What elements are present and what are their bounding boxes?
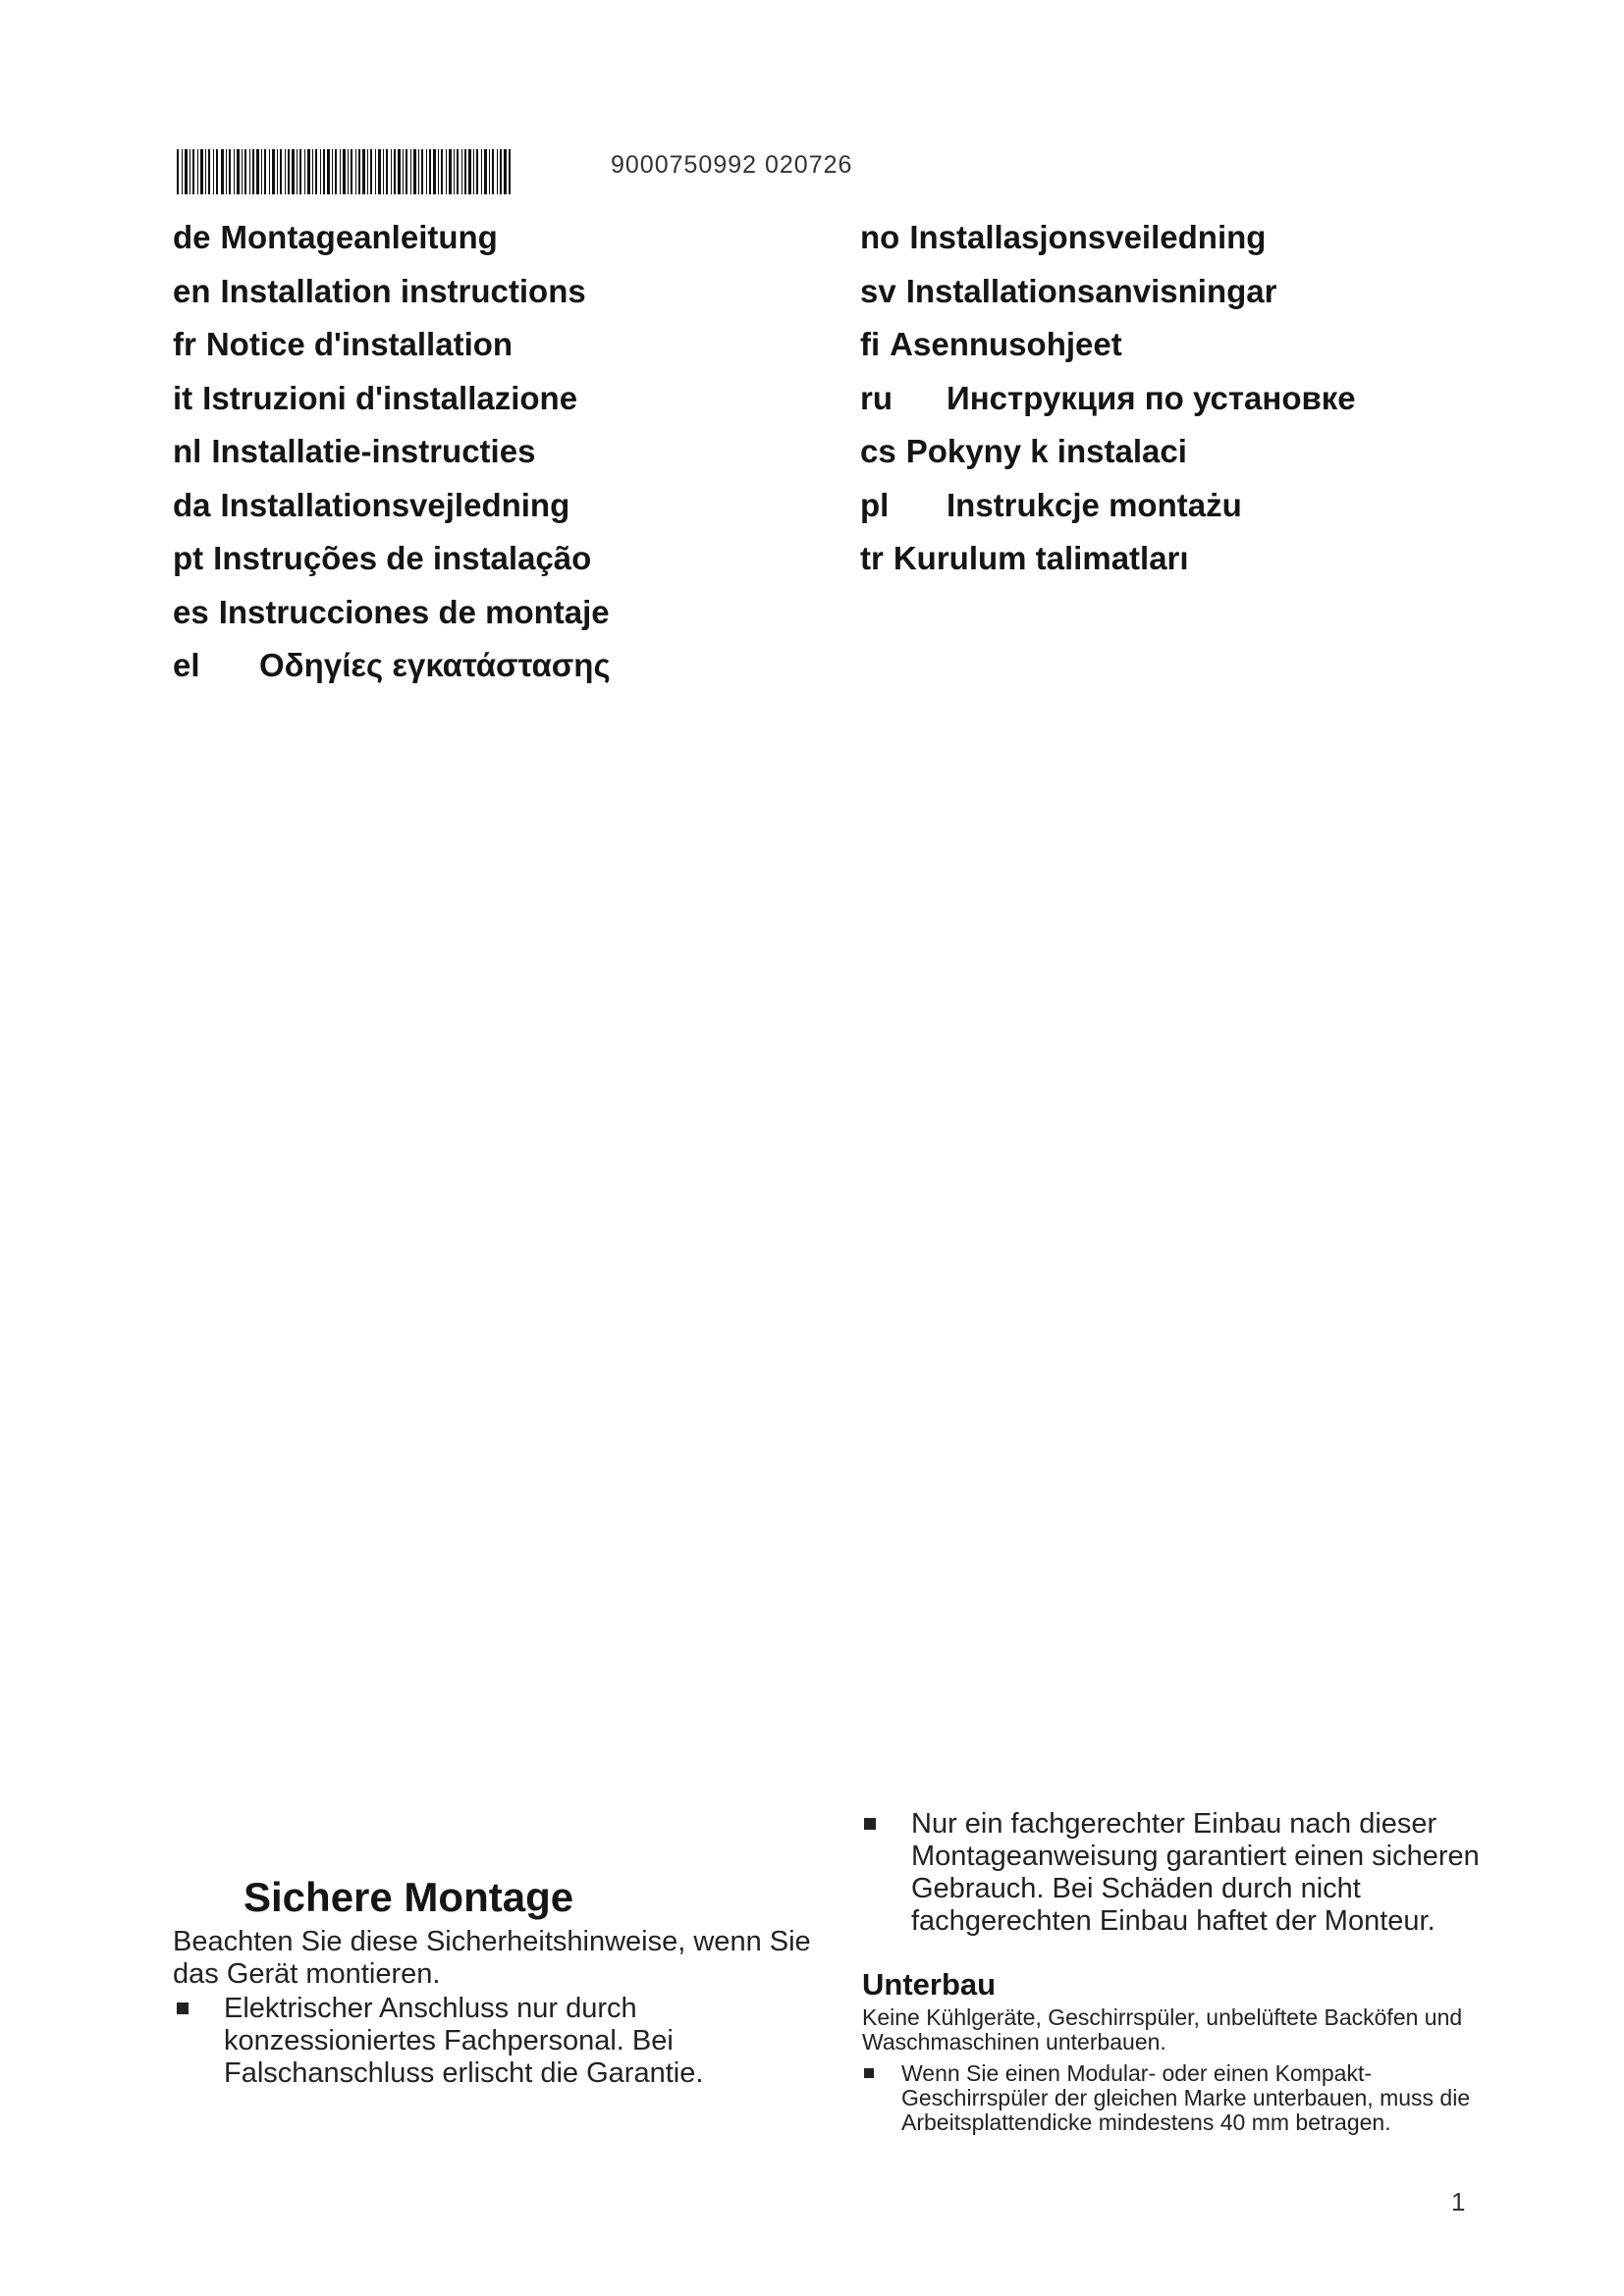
language-title: Asennusohjeet: [890, 326, 1122, 362]
safety-bullet: [864, 1808, 1512, 1938]
bullet-text: Wenn Sie einen Modular- oder einen Kompakt-Geschirrspüler der gleichen Marke unterbauen, muss die Arbeitsplattendicke mindestens 40 mm betragen.: [901, 2060, 1471, 2135]
language-code: en: [173, 272, 211, 309]
language-code: el: [173, 647, 200, 683]
language-title: Instruções de instalação: [213, 540, 592, 576]
language-list-right: [860, 218, 1356, 593]
unterbau-text: Keine Kühlgeräte, Geschirrspüler, unbelüftete Backöfen und Waschmaschinen unterbauen.: [862, 2004, 1463, 2055]
safety-bullet: [177, 1993, 825, 2090]
language-title: Instrucciones de montaje: [218, 593, 610, 630]
language-item: [173, 486, 611, 540]
bullet-square-icon: [864, 1818, 876, 1830]
language-title: Installation instructions: [220, 272, 586, 309]
bullet-square-icon: [864, 2068, 874, 2078]
language-title: Installationsvejledning: [220, 486, 570, 523]
language-code: cs: [860, 433, 896, 469]
barcode: [177, 149, 511, 194]
language-item: [173, 218, 611, 272]
language-title: Montageanleitung: [220, 219, 498, 255]
language-item: [173, 379, 611, 433]
language-title: Kurulum talimatları: [893, 540, 1189, 576]
bullet-text: Nur ein fachgerechter Einbau nach dieser Montageanweisung garantiert einen sicheren Gebrauch. Bei Schäden durch nicht fachgerechten Einbau haftet der Monteur.: [911, 1808, 1480, 1937]
language-code: pt: [173, 540, 204, 576]
safety-heading: Sichere Montage: [244, 1874, 574, 1920]
language-title: Инструкция по установке: [947, 379, 1356, 416]
language-item: [860, 539, 1356, 593]
language-title: Installasjonsveiledning: [909, 219, 1267, 255]
language-title: Istruzioni d'installazione: [202, 379, 578, 416]
language-item: [173, 325, 611, 379]
language-code: tr: [860, 540, 884, 576]
language-code: pl: [860, 486, 890, 523]
language-item: [860, 432, 1356, 486]
barcode-number: 9000750992 020726: [611, 151, 853, 179]
language-code: sv: [860, 272, 896, 309]
language-list-left: [173, 218, 611, 700]
language-item: [173, 272, 611, 326]
language-item: [860, 486, 1356, 540]
language-code: nl: [173, 433, 202, 469]
language-item: [860, 218, 1356, 272]
language-item: [860, 379, 1356, 433]
language-item: [173, 432, 611, 486]
unterbau-heading: Unterbau: [862, 1967, 997, 2002]
bullet-text: Elektrischer Anschluss nur durch konzessioniertes Fachpersonal. Bei Falschanschluss erlischt die Garantie.: [224, 1993, 704, 2089]
language-code: es: [173, 593, 209, 630]
unterbau-bullet: [864, 2061, 1512, 2135]
language-title: Notice d'installation: [205, 326, 514, 362]
language-title: Pokyny k instalaci: [905, 433, 1187, 469]
language-code: it: [173, 379, 193, 416]
page-number: 1: [1451, 2187, 1466, 2216]
language-code: no: [860, 219, 900, 255]
safety-intro: Beachten Sie diese Sicherheitshinweise, wenn Sie das Gerät montieren.: [173, 1926, 811, 1990]
language-title: Installationsanvisningar: [905, 272, 1277, 309]
language-item: [173, 593, 611, 647]
language-code: fr: [173, 326, 196, 362]
language-item: [860, 272, 1356, 326]
bullet-square-icon: [177, 2002, 189, 2014]
language-code: de: [173, 219, 211, 255]
language-title: Installatie-instructies: [211, 433, 536, 469]
language-title: Οδηγίες εγκατάστασης: [259, 647, 611, 683]
language-item: [173, 646, 611, 700]
language-item: [173, 539, 611, 593]
language-code: ru: [860, 379, 893, 416]
language-title: Instrukcje montażu: [947, 486, 1242, 523]
language-code: da: [173, 486, 211, 523]
language-code: fi: [860, 326, 881, 362]
language-item: [860, 325, 1356, 379]
